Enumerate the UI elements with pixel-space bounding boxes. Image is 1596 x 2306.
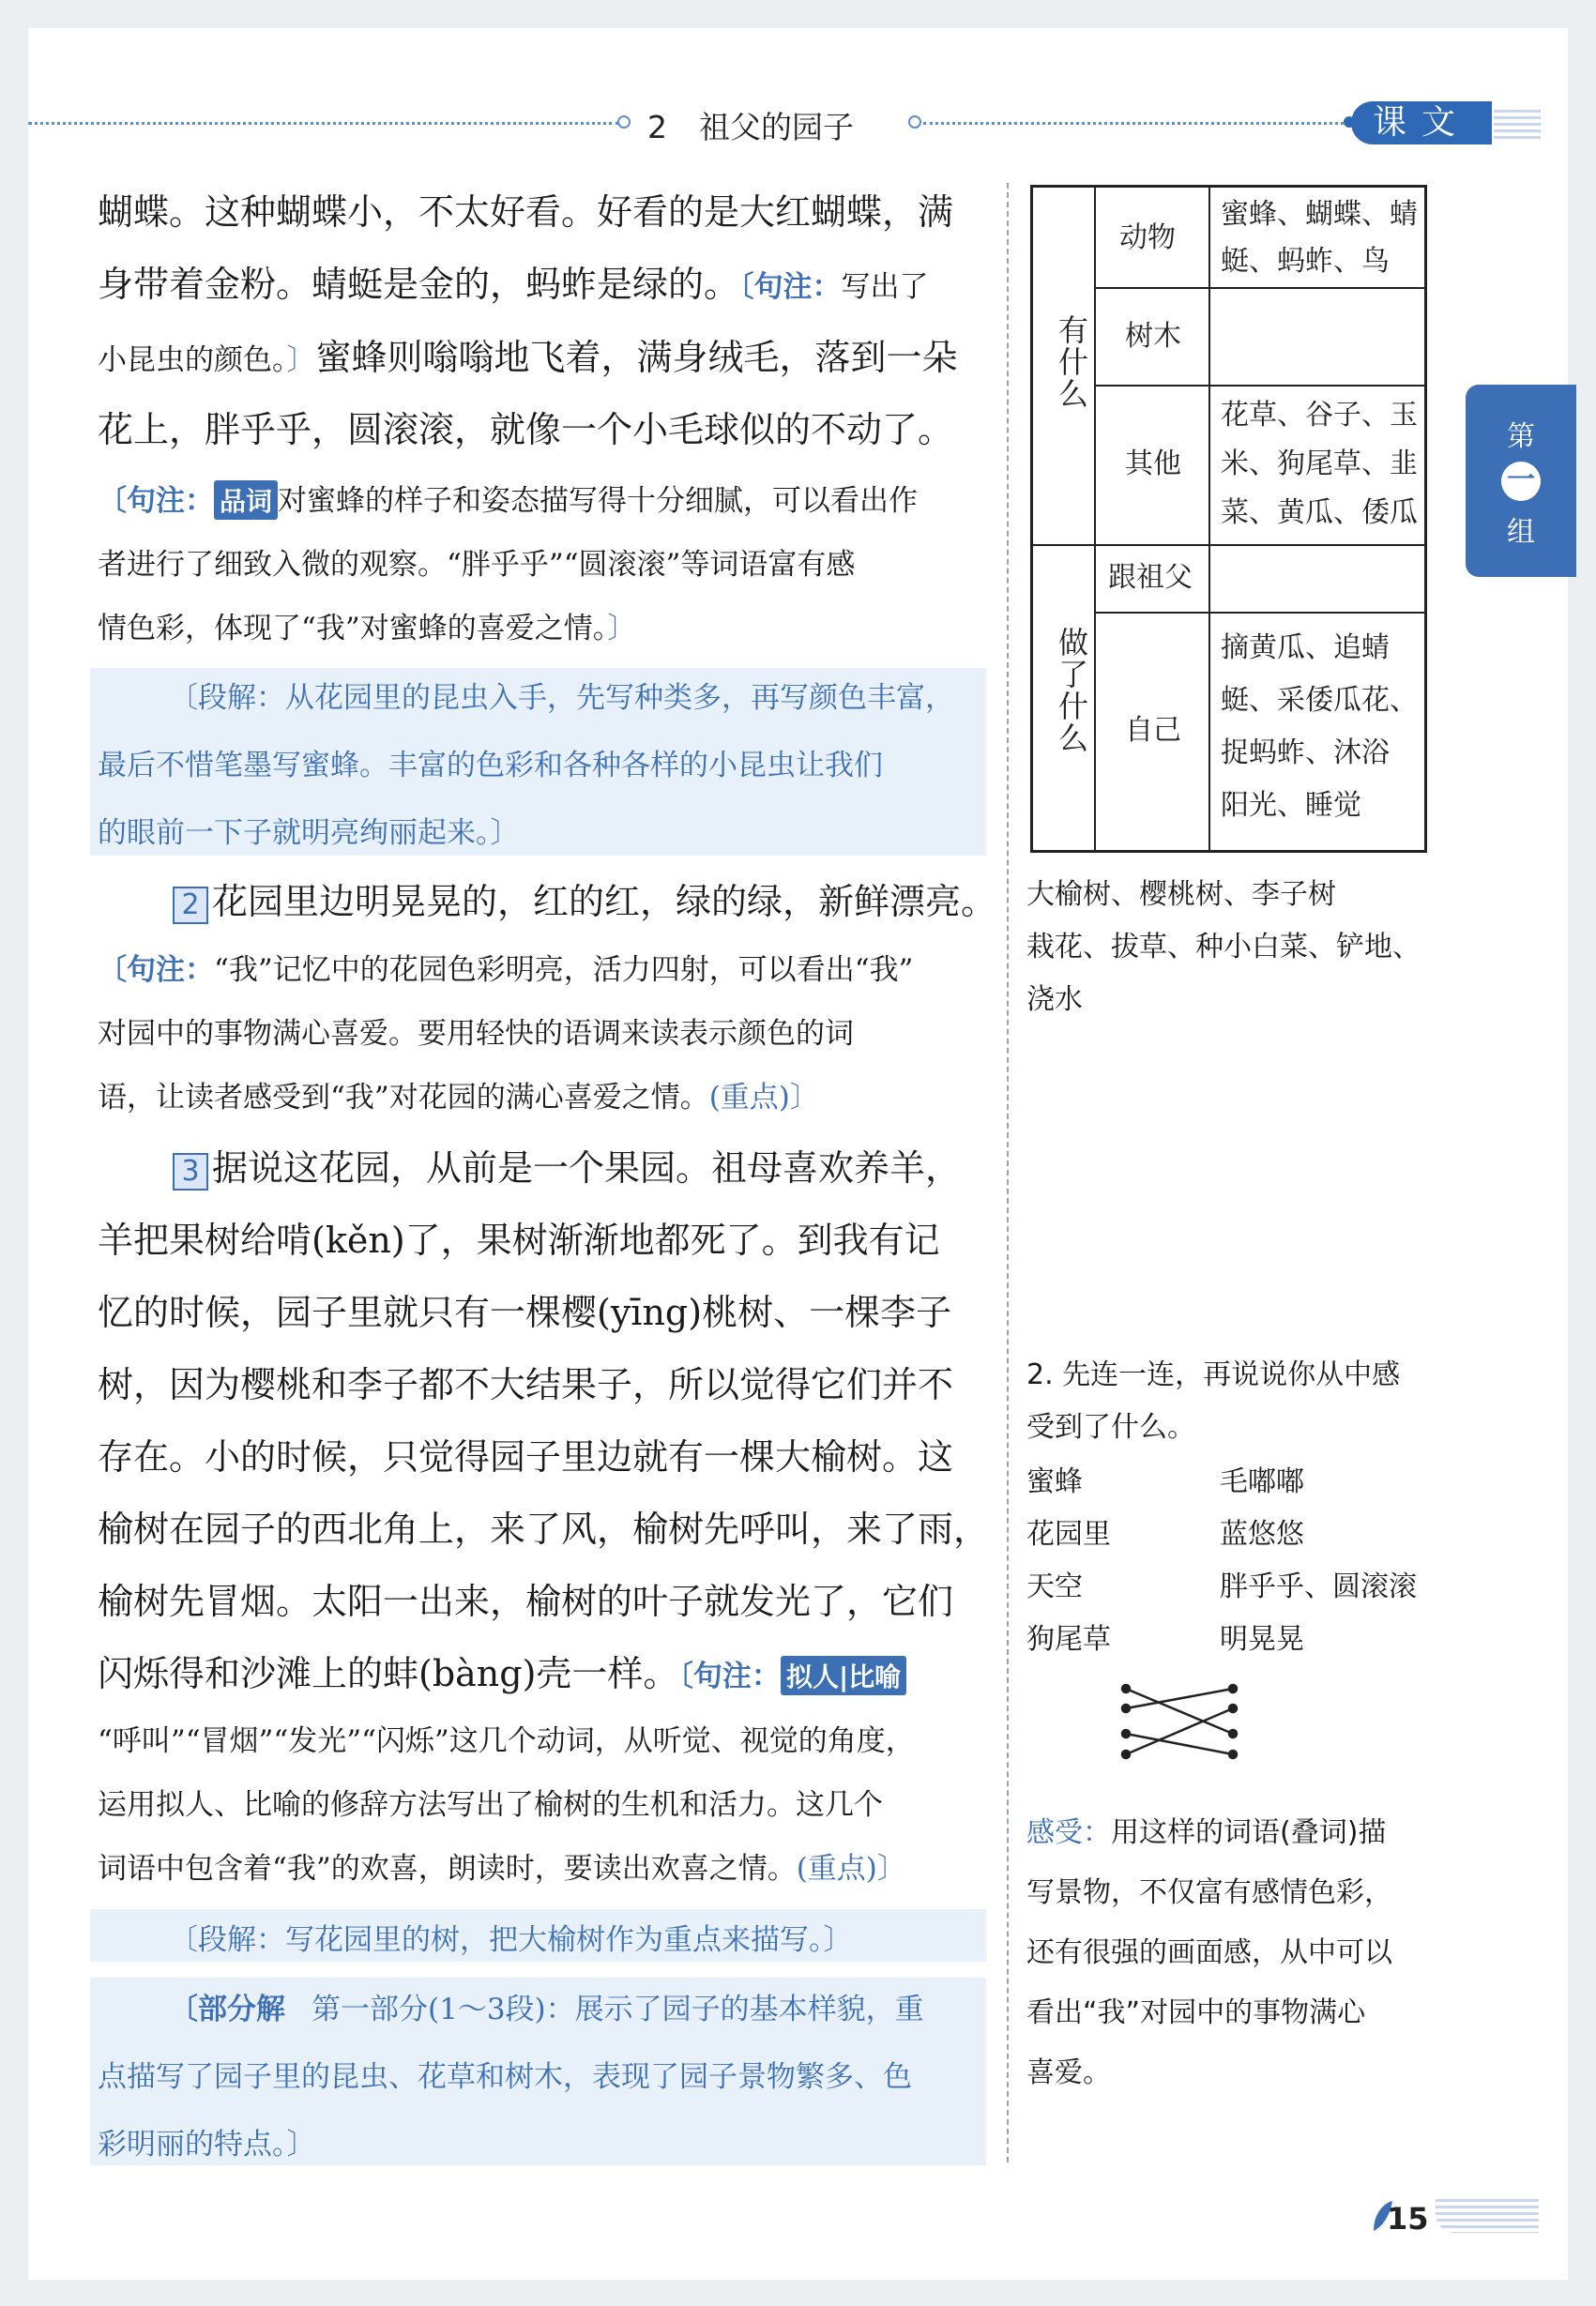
feeling-line	[1026, 1809, 1386, 1850]
note-text: 情色彩，体现了“我”对蜜蜂的喜爱之情。	[98, 612, 608, 645]
feeling-line: 写景物，不仅富有感情色彩，	[1026, 1876, 1392, 1909]
header-rule-right	[923, 122, 1344, 125]
side-tab-line3: 组	[1507, 515, 1535, 549]
feeling-line: 喜爱。	[1026, 2056, 1111, 2089]
note-tag: 拟人|比喻	[781, 1656, 906, 1695]
note-bracket: 〕	[876, 1852, 906, 1886]
note-line	[98, 1844, 906, 1887]
text-span: 蜜蜂则嗡嗡地飞着，满身绒毛，落到一朵	[315, 337, 958, 378]
match-line	[1126, 1734, 1233, 1754]
paragraph-number: 3	[173, 1153, 208, 1191]
text-span: 花园里边明晃晃的，红的红，绿的绿，新鲜漂亮。	[212, 881, 997, 922]
question-2: 受到了什么。	[1026, 1411, 1195, 1444]
answer-with-grandpa: 栽花、拔草、种小白菜、铲地、	[1026, 931, 1421, 963]
match-dot	[1122, 1685, 1130, 1692]
table-answer: 阳光、睡觉	[1221, 789, 1361, 822]
note-text: 语，让读者感受到“我”对花园的满心喜爱之情。	[98, 1081, 709, 1115]
section-analysis-line: 点描写了园子里的昆虫、花草和树木，表现了园子景物繁多、色	[98, 2060, 912, 2094]
unit-side-tab	[1466, 385, 1576, 577]
sentence-note	[98, 946, 913, 988]
text-line: 榆树在园子的西北角上，来了风，榆树先呼叫，来了雨，	[98, 1509, 990, 1550]
answer-with-grandpa: 浇水	[1026, 983, 1083, 1016]
paragraph-analysis-line: 最后不惜笔墨写蜜蜂。丰富的色彩和各种各样的小昆虫让我们	[98, 749, 883, 782]
text-line	[98, 1645, 906, 1696]
header-rule-dot	[617, 115, 631, 129]
note-line	[98, 1073, 819, 1115]
sentence-note-mark: 〔句注：	[98, 484, 214, 518]
match-dot	[1229, 1705, 1237, 1712]
note-line: “呼叫”“冒烟”“发光”“闪烁”这几个动词，从听觉、视觉的角度，	[98, 1724, 915, 1758]
note-tag: 品词	[214, 480, 278, 520]
note-text: 小昆虫的颜色。	[98, 343, 287, 377]
text-line: 存在。小的时候，只觉得园子里边就有一棵大榆树。这	[98, 1436, 954, 1478]
match-line	[1126, 1708, 1233, 1754]
section-analysis-mark: 〔部分解	[169, 1993, 285, 2026]
table-row-label: 树木	[1125, 320, 1181, 353]
section-analysis-line	[169, 1985, 924, 2027]
header-lesson-title	[647, 103, 854, 147]
lesson-number: 2	[647, 109, 667, 145]
note-line: 运用拟人、比喻的修辞方法写出了榆树的生机和活力。这几个	[98, 1788, 883, 1822]
table-row-label: 跟祖父	[1108, 561, 1193, 594]
paragraph-analysis-line: 〔段解：写花园里的树，把大榆树作为重点来描写。〕	[169, 1923, 853, 1957]
match-dot	[1229, 1751, 1237, 1758]
page-number: 15	[1387, 2201, 1429, 2237]
sentence-note	[98, 477, 918, 520]
feeling-line: 看出“我”对园中的事物满心	[1026, 1996, 1366, 2029]
paragraph-number: 2	[173, 887, 208, 924]
match-dot	[1122, 1730, 1130, 1737]
match-left-item: 花园里	[1026, 1518, 1111, 1551]
note-text: “我”记忆中的花园色彩明亮，活力四射，可以看出“我”	[214, 953, 914, 987]
sentence-note-mark: 〔句注：	[98, 953, 214, 987]
text-line	[98, 1139, 961, 1191]
table-rule	[1094, 612, 1424, 614]
text-line	[98, 328, 958, 380]
table-answer: 蜜蜂、蝴蝶、蜻	[1221, 198, 1418, 231]
table-group-label: 做了什么	[1054, 627, 1089, 754]
match-line	[1126, 1689, 1233, 1708]
section-badge: 课文	[1351, 101, 1492, 144]
text-span: 身带着金粉。蜻蜓是金的，蚂蚱是绿的。	[98, 264, 740, 305]
feeling-text: 用这样的词语(叠词)描	[1111, 1816, 1387, 1849]
note-line: 对园中的事物满心喜爱。要用轻快的语调来读表示颜色的词	[98, 1017, 854, 1051]
feeling-line: 还有很强的画面感，从中可以	[1026, 1936, 1392, 1969]
match-dot	[1122, 1751, 1130, 1758]
table-answer: 摘黄瓜、追蜻	[1221, 631, 1390, 664]
section-analysis-text: 第一部分(1～3段)：展示了园子的基本样貌，重	[312, 1993, 924, 2026]
table-rule	[1094, 385, 1424, 387]
table-answer: 菜、黄瓜、倭瓜	[1221, 496, 1418, 529]
table-answer: 蜓、采倭瓜花、	[1221, 684, 1418, 717]
header-rule-dot-right	[908, 115, 921, 129]
match-line	[1126, 1689, 1233, 1734]
note-text: 词语中包含着“我”的欢喜，朗读时，要读出欢喜之情。	[98, 1852, 797, 1886]
side-tab-number: 一	[1501, 462, 1541, 501]
text-line: 花上，胖乎乎，圆滚滚，就像一个小毛球似的不动了。	[98, 409, 954, 450]
text-line: 忆的时候，园子里就只有一棵樱(yīng)桃树、一棵李子	[98, 1292, 952, 1333]
match-left-item: 天空	[1026, 1570, 1083, 1603]
match-right-item: 毛嘟嘟	[1220, 1465, 1304, 1498]
page-number-stripes	[1436, 2195, 1539, 2233]
header-stripes	[1494, 106, 1541, 140]
table-answer: 蜓、蚂蚱、鸟	[1221, 245, 1390, 278]
paragraph-analysis-line: 的眼前一下子就明亮绚丽起来。〕	[98, 816, 520, 850]
text-line: 蝴蝶。这种蝴蝶小，不太好看。好看的是大红蝴蝶，满	[98, 191, 954, 233]
match-dot	[1229, 1685, 1237, 1692]
table-group-label: 有什么	[1054, 314, 1089, 410]
note-text: 对蜜蜂的样子和姿态描写得十分细腻，可以看出作	[278, 484, 919, 518]
table-answer: 米、狗尾草、韭	[1221, 448, 1418, 480]
note-bracket: 〕	[789, 1081, 819, 1115]
answer-table	[1030, 185, 1427, 853]
table-rule	[1033, 544, 1424, 546]
table-row-label: 自己	[1125, 714, 1181, 747]
header-rule-left	[28, 122, 619, 125]
table-answer: 花草、谷子、玉	[1221, 399, 1418, 432]
side-tab-line1: 第	[1507, 419, 1535, 453]
question-2: 2. 先连一连，再说说你从中感	[1026, 1358, 1401, 1391]
answer-trees: 大榆树、樱桃树、李子树	[1026, 878, 1336, 911]
note-bracket: 〕	[286, 343, 316, 377]
table-row-label: 其他	[1125, 448, 1181, 480]
match-right-item: 明晃晃	[1220, 1623, 1304, 1656]
note-text: 写出了	[841, 270, 929, 304]
match-dot	[1229, 1730, 1237, 1737]
text-line: 羊把果树给啃(kěn)了，果树渐渐地都死了。到我有记	[98, 1220, 940, 1261]
text-line: 树，因为樱桃和李子都不大结果子，所以觉得它们并不	[98, 1364, 954, 1405]
paragraph-analysis-line: 〔段解：从花园里的昆虫入手，先写种类多，再写颜色丰富，	[169, 681, 954, 715]
text-line: 榆树先冒烟。太阳一出来，榆树的叶子就发光了，它们	[98, 1581, 954, 1622]
table-answer: 捉蚂蚱、沐浴	[1221, 736, 1390, 769]
sentence-note-mark: 〔句注：	[739, 270, 842, 304]
match-right-item: 蓝悠悠	[1220, 1518, 1304, 1551]
match-right-item: 胖乎乎、圆滚滚	[1220, 1570, 1417, 1603]
table-row-label: 动物	[1119, 221, 1176, 254]
text-line	[98, 872, 996, 924]
text-span: 据说这花园，从前是一个果园。祖母喜欢养羊，	[212, 1147, 962, 1189]
match-left-item: 蜜蜂	[1026, 1465, 1083, 1498]
sentence-note-mark: 〔句注：	[678, 1660, 781, 1693]
note-line: 者进行了细致入微的观察。“胖乎乎”“圆滚滚”等词语富有感	[98, 548, 856, 582]
text-span: 闪烁得和沙滩上的蚌(bàng)壳一样。	[98, 1653, 679, 1694]
column-divider	[1007, 183, 1009, 2162]
lesson-name: 祖父的园子	[699, 109, 854, 145]
note-line	[98, 604, 636, 646]
key-point-label: (重点)	[796, 1852, 877, 1886]
feeling-label: 感受：	[1026, 1816, 1111, 1849]
matching-lines-diagram	[1117, 1679, 1248, 1773]
section-analysis-line: 彩明丽的特点。〕	[98, 2128, 316, 2162]
text-line	[98, 255, 929, 307]
match-dot	[1122, 1705, 1130, 1712]
match-left-item: 狗尾草	[1026, 1623, 1111, 1656]
key-point-label: (重点)	[708, 1081, 790, 1115]
note-bracket: 〕	[607, 612, 637, 645]
